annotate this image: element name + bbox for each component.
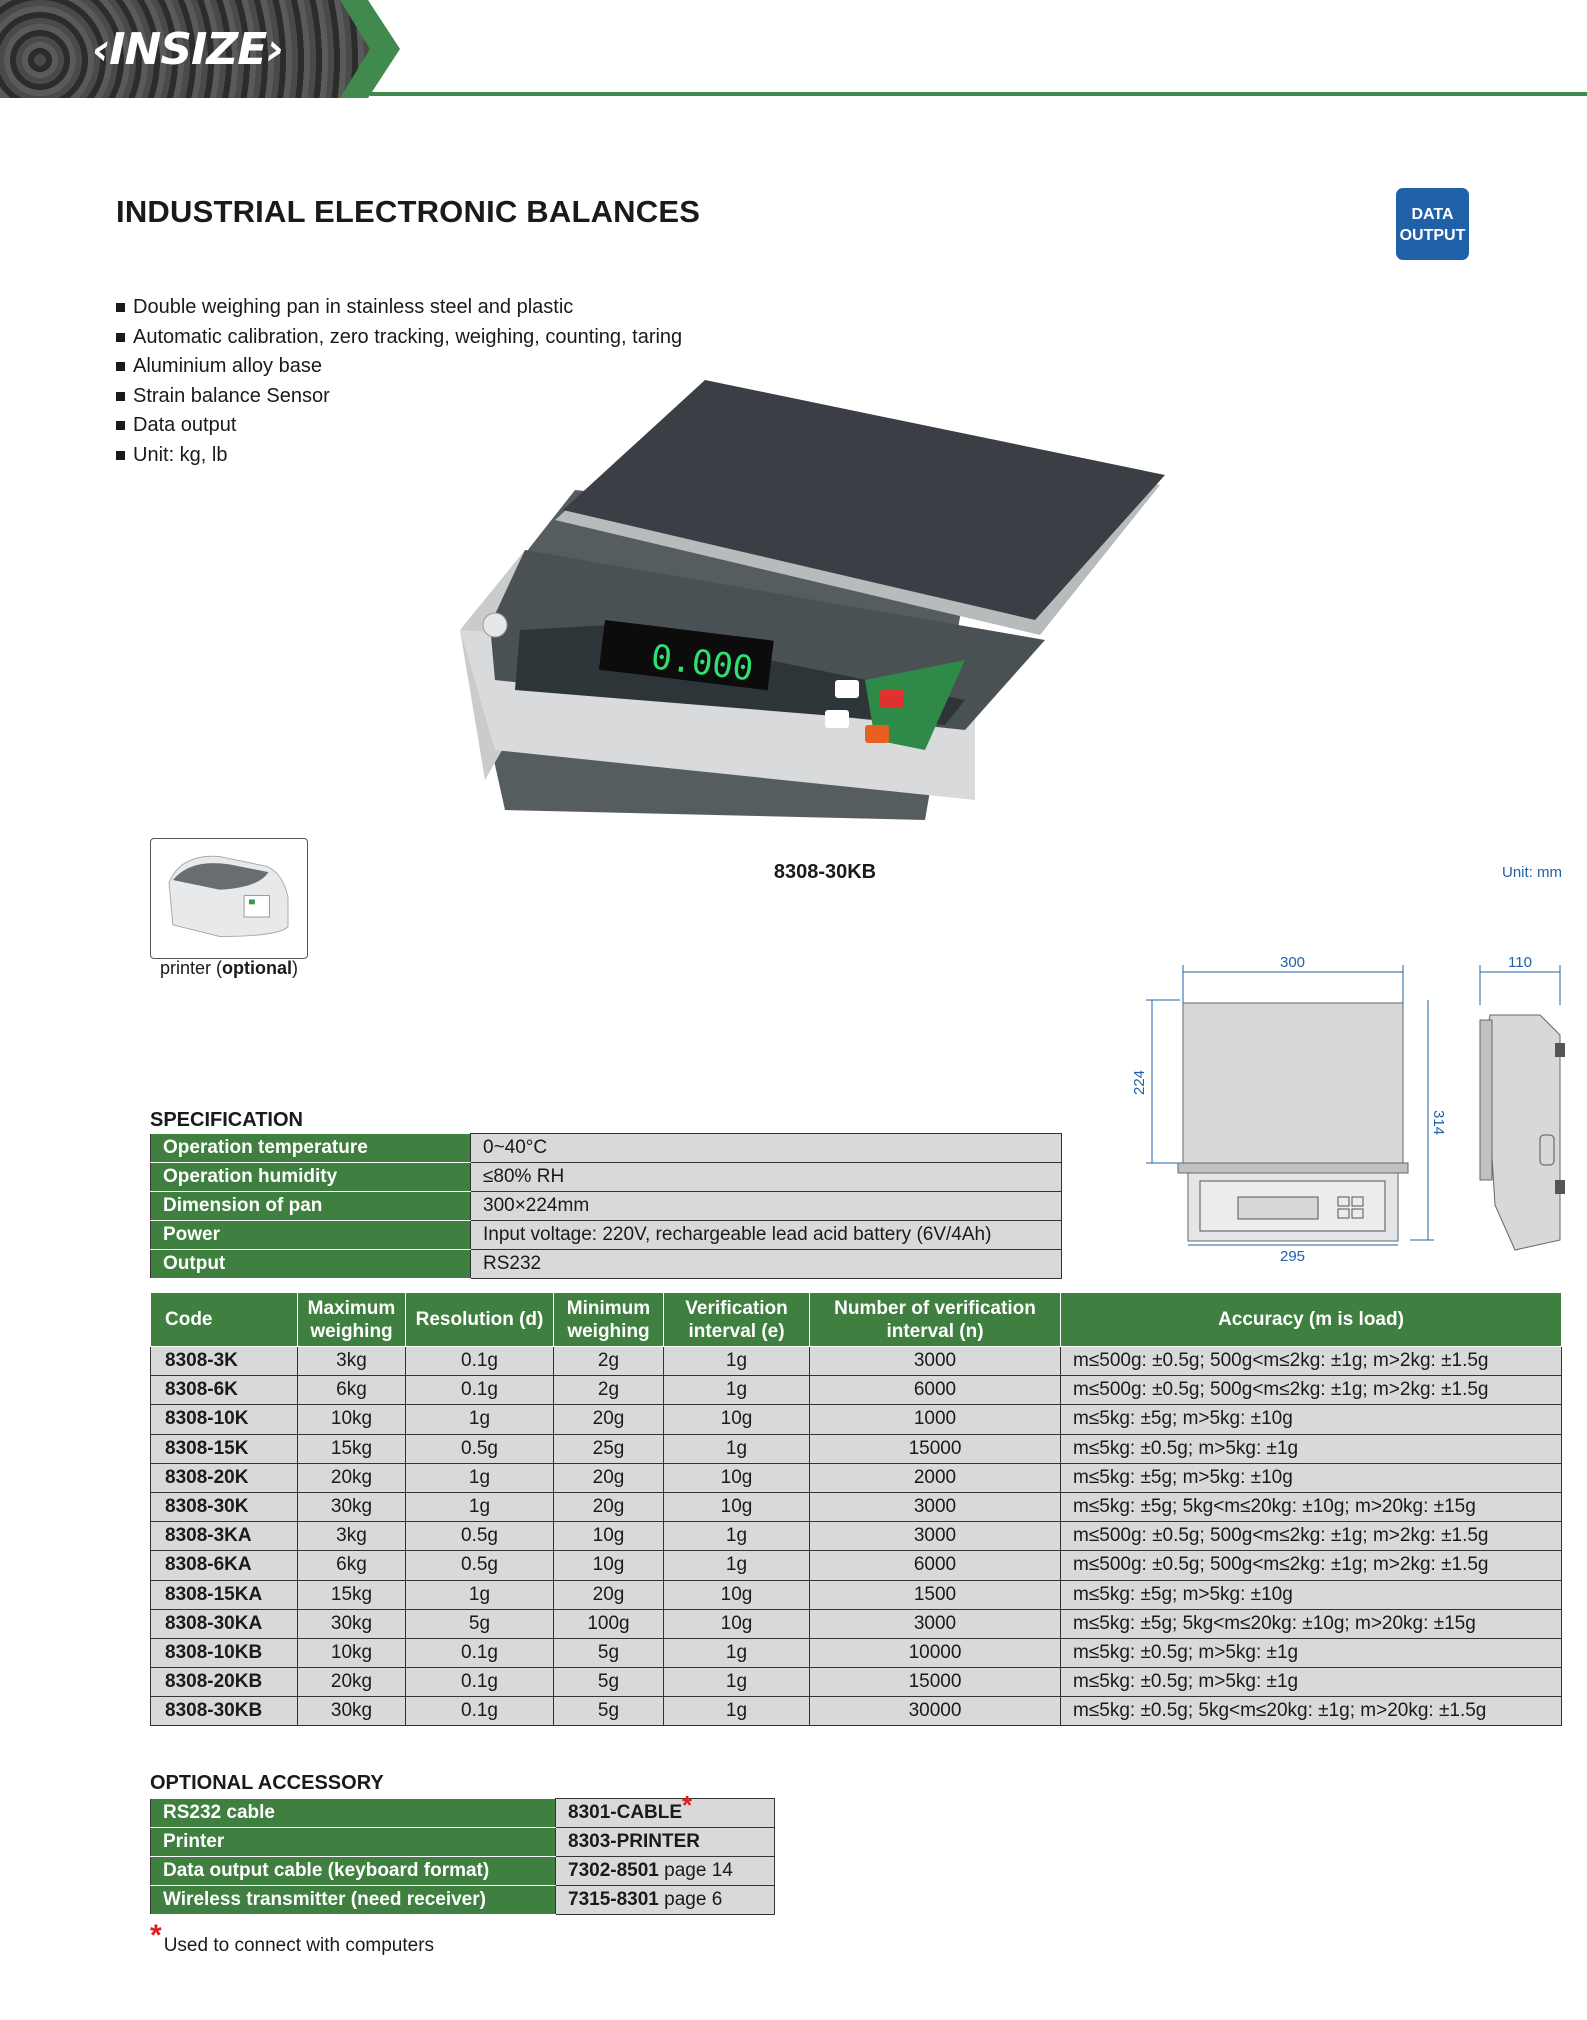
table-row [151,1434,1562,1463]
table-cell: 3000 [810,1522,1061,1551]
table-cell: m≤5kg: ±0.5g; m>5kg: ±1g [1061,1434,1562,1463]
asterisk-mark: * [150,1919,162,1952]
specification-table [150,1133,1062,1279]
table-cell: 20g [554,1492,664,1521]
table-cell: 5g [554,1668,664,1697]
table-cell: 3kg [298,1347,406,1376]
table-cell: 3kg [298,1522,406,1551]
table-row [151,1609,1562,1638]
table-cell: 30kg [298,1697,406,1726]
product-model-label: 8308-30KB [773,861,877,883]
column-header: Accuracy (m is load) [1061,1293,1562,1347]
table-row: Operation temperature 0~40°C [151,1134,1062,1163]
column-header: Maximum weighing [298,1293,406,1347]
banner-rule [370,92,1587,96]
table-cell: m≤5kg: ±5g; m>5kg: ±10g [1061,1405,1562,1434]
models-table [150,1292,1562,1726]
column-header: Minimum weighing [554,1293,664,1347]
dimension-drawing [1120,945,1570,1265]
table-cell: 3000 [810,1347,1061,1376]
table-cell: 3000 [810,1492,1061,1521]
table-cell: 10kg [298,1405,406,1434]
table-cell: 1g [406,1463,554,1492]
table-row: Data output cable (keyboard format) 7302-8501 page 14 [151,1857,775,1886]
dim-base: 295 [1280,1248,1306,1265]
table-row [151,1551,1562,1580]
accessory-table [150,1790,775,1915]
model-code-cell: 8308-3K [151,1347,298,1376]
column-header: Number of verification interval (n) [810,1293,1061,1347]
table-cell: m≤500g: ±0.5g; 500g<m≤2kg: ±1g; m>2kg: ±1.5g [1061,1522,1562,1551]
model-code-cell: 8308-15K [151,1434,298,1463]
model-code-cell: 8308-6K [151,1376,298,1405]
table-cell: 6kg [298,1551,406,1580]
table-cell: 1g [664,1697,810,1726]
table-cell: 1g [664,1668,810,1697]
table-cell: 2000 [810,1463,1061,1492]
table-cell: 15000 [810,1434,1061,1463]
balance-product-image [455,380,1175,830]
display-readout: 0.000 [648,637,756,690]
model-code-cell: 8308-30KA [151,1609,298,1638]
table-cell: 15kg [298,1580,406,1609]
model-code-cell: 8308-10K [151,1405,298,1434]
table-cell: 5g [554,1697,664,1726]
table-cell: 0.5g [406,1522,554,1551]
table-cell: 20g [554,1405,664,1434]
table-cell: 1g [406,1492,554,1521]
table-cell: 0.1g [406,1638,554,1667]
table-row [151,1580,1562,1609]
model-code-cell: 8308-6KA [151,1551,298,1580]
insize-logo: ‹INSIZE› [92,24,284,75]
table-cell: 1g [664,1551,810,1580]
table-cell: 15kg [298,1434,406,1463]
table-cell: 1500 [810,1580,1061,1609]
table-cell: 0.1g [406,1376,554,1405]
data-output-badge: DATA OUTPUT [1396,188,1469,260]
table-cell: 20g [554,1580,664,1609]
table-cell: 10kg [298,1638,406,1667]
table-cell: m≤500g: ±0.5g; 500g<m≤2kg: ±1g; m>2kg: ±1.5g [1061,1347,1562,1376]
table-cell: 1g [406,1405,554,1434]
model-code-cell: 8308-20K [151,1463,298,1492]
header-banner [0,0,1587,100]
table-cell: 1g [664,1522,810,1551]
table-cell: 0.5g [406,1434,554,1463]
dim-depth: 110 [1508,954,1532,971]
table-cell: m≤5kg: ±0.5g; m>5kg: ±1g [1061,1668,1562,1697]
page-title: INDUSTRIAL ELECTRONIC BALANCES [116,194,701,229]
table-cell: 30000 [810,1697,1061,1726]
specification-title: SPECIFICATION [150,1109,303,1131]
table-row: Dimension of pan 300×224mm [151,1192,1062,1221]
table-cell: 30kg [298,1609,406,1638]
table-row [151,1376,1562,1405]
table-row [151,1638,1562,1667]
table-cell: 1g [664,1638,810,1667]
table-cell: 10g [664,1609,810,1638]
table-row [151,1668,1562,1697]
printer-image [150,838,308,959]
model-code-cell: 8308-10KB [151,1638,298,1667]
table-cell: m≤5kg: ±5g; 5kg<m≤20kg: ±10g; m>20kg: ±15g [1061,1492,1562,1521]
column-header: Verification interval (e) [664,1293,810,1347]
table-cell: 10000 [810,1638,1061,1667]
printer-caption: printer (optional) [159,958,298,978]
dim-width: 300 [1280,954,1306,971]
table-cell: 10g [664,1580,810,1609]
table-row [151,1405,1562,1434]
table-row: Power Input voltage: 220V, rechargeable lead acid battery (6V/4Ah) [151,1221,1062,1250]
table-cell: 10g [554,1551,664,1580]
table-cell: 2g [554,1347,664,1376]
dim-length: 314 [1430,1110,1447,1136]
table-cell: m≤5kg: ±5g; m>5kg: ±10g [1061,1463,1562,1492]
table-cell: 0.1g [406,1347,554,1376]
table-cell: m≤5kg: ±0.5g; 5kg<m≤20kg: ±1g; m>20kg: ±1.5g [1061,1697,1562,1726]
table-cell: 0.1g [406,1697,554,1726]
table-cell: 20kg [298,1463,406,1492]
feature-item: Unit: kg, lb [116,441,682,471]
feature-item: Automatic calibration, zero tracking, weighing, counting, taring [116,323,682,353]
table-row: Printer 8303-PRINTER [151,1828,775,1857]
feature-item: Data output [116,411,682,441]
table-cell: 15000 [810,1668,1061,1697]
table-cell: 0.1g [406,1668,554,1697]
table-cell: 2g [554,1376,664,1405]
feature-item: Strain balance Sensor [116,382,682,412]
table-cell: 10g [664,1492,810,1521]
feature-item: Aluminium alloy base [116,352,682,382]
table-cell: 3000 [810,1609,1061,1638]
table-row [151,1522,1562,1551]
table-row [151,1697,1562,1726]
accessory-title: OPTIONAL ACCESSORY [150,1772,384,1794]
table-cell: m≤500g: ±0.5g; 500g<m≤2kg: ±1g; m>2kg: ±1.5g [1061,1551,1562,1580]
table-cell: 1000 [810,1405,1061,1434]
table-cell: 10g [554,1522,664,1551]
table-cell: 20g [554,1463,664,1492]
table-cell: m≤5kg: ±5g; m>5kg: ±10g [1061,1580,1562,1609]
table-cell: 25g [554,1434,664,1463]
table-cell: 5g [406,1609,554,1638]
table-cell: 6000 [810,1376,1061,1405]
table-cell: 100g [554,1609,664,1638]
models-body [151,1347,1562,1726]
table-cell: 20kg [298,1668,406,1697]
table-cell: 0.5g [406,1551,554,1580]
table-cell: 10g [664,1463,810,1492]
table-row [151,1492,1562,1521]
table-cell: 1g [406,1580,554,1609]
column-header: Resolution (d) [406,1293,554,1347]
table-cell: 1g [664,1376,810,1405]
feature-item: Double weighing pan in stainless steel and plastic [116,293,682,323]
model-code-cell: 8308-15KA [151,1580,298,1609]
table-cell: 5g [554,1638,664,1667]
table-cell: 10g [664,1405,810,1434]
model-code-cell: 8308-30K [151,1492,298,1521]
model-code-cell: 8308-3KA [151,1522,298,1551]
table-cell: 1g [664,1434,810,1463]
table-row: RS232 cable 8301-CABLE* [151,1799,775,1828]
column-header: Code [151,1293,298,1347]
table-header-row [151,1293,1562,1347]
table-cell: m≤5kg: ±0.5g; m>5kg: ±1g [1061,1638,1562,1667]
dim-pan: 224 [1131,1069,1148,1095]
table-row: Operation humidity ≤80% RH [151,1163,1062,1192]
table-cell: 6000 [810,1551,1061,1580]
table-cell: 1g [664,1347,810,1376]
table-row: Output RS232 [151,1250,1062,1279]
model-code-cell: 8308-30KB [151,1697,298,1726]
table-cell: m≤500g: ±0.5g; 500g<m≤2kg: ±1g; m>2kg: ±1.5g [1061,1376,1562,1405]
asterisk-mark: * [682,1790,693,1820]
table-row [151,1347,1562,1376]
printer-icon [151,839,306,957]
table-row: Wireless transmitter (need receiver) 7315-8301 page 6 [151,1886,775,1915]
table-cell: 6kg [298,1376,406,1405]
footnote: * Used to connect with computers [150,1919,435,1956]
model-code-cell: 8308-20KB [151,1668,298,1697]
unit-note: Unit: mm [1502,864,1562,881]
table-cell: m≤5kg: ±5g; 5kg<m≤20kg: ±10g; m>20kg: ±15g [1061,1609,1562,1638]
table-cell: 30kg [298,1492,406,1521]
table-row [151,1463,1562,1492]
